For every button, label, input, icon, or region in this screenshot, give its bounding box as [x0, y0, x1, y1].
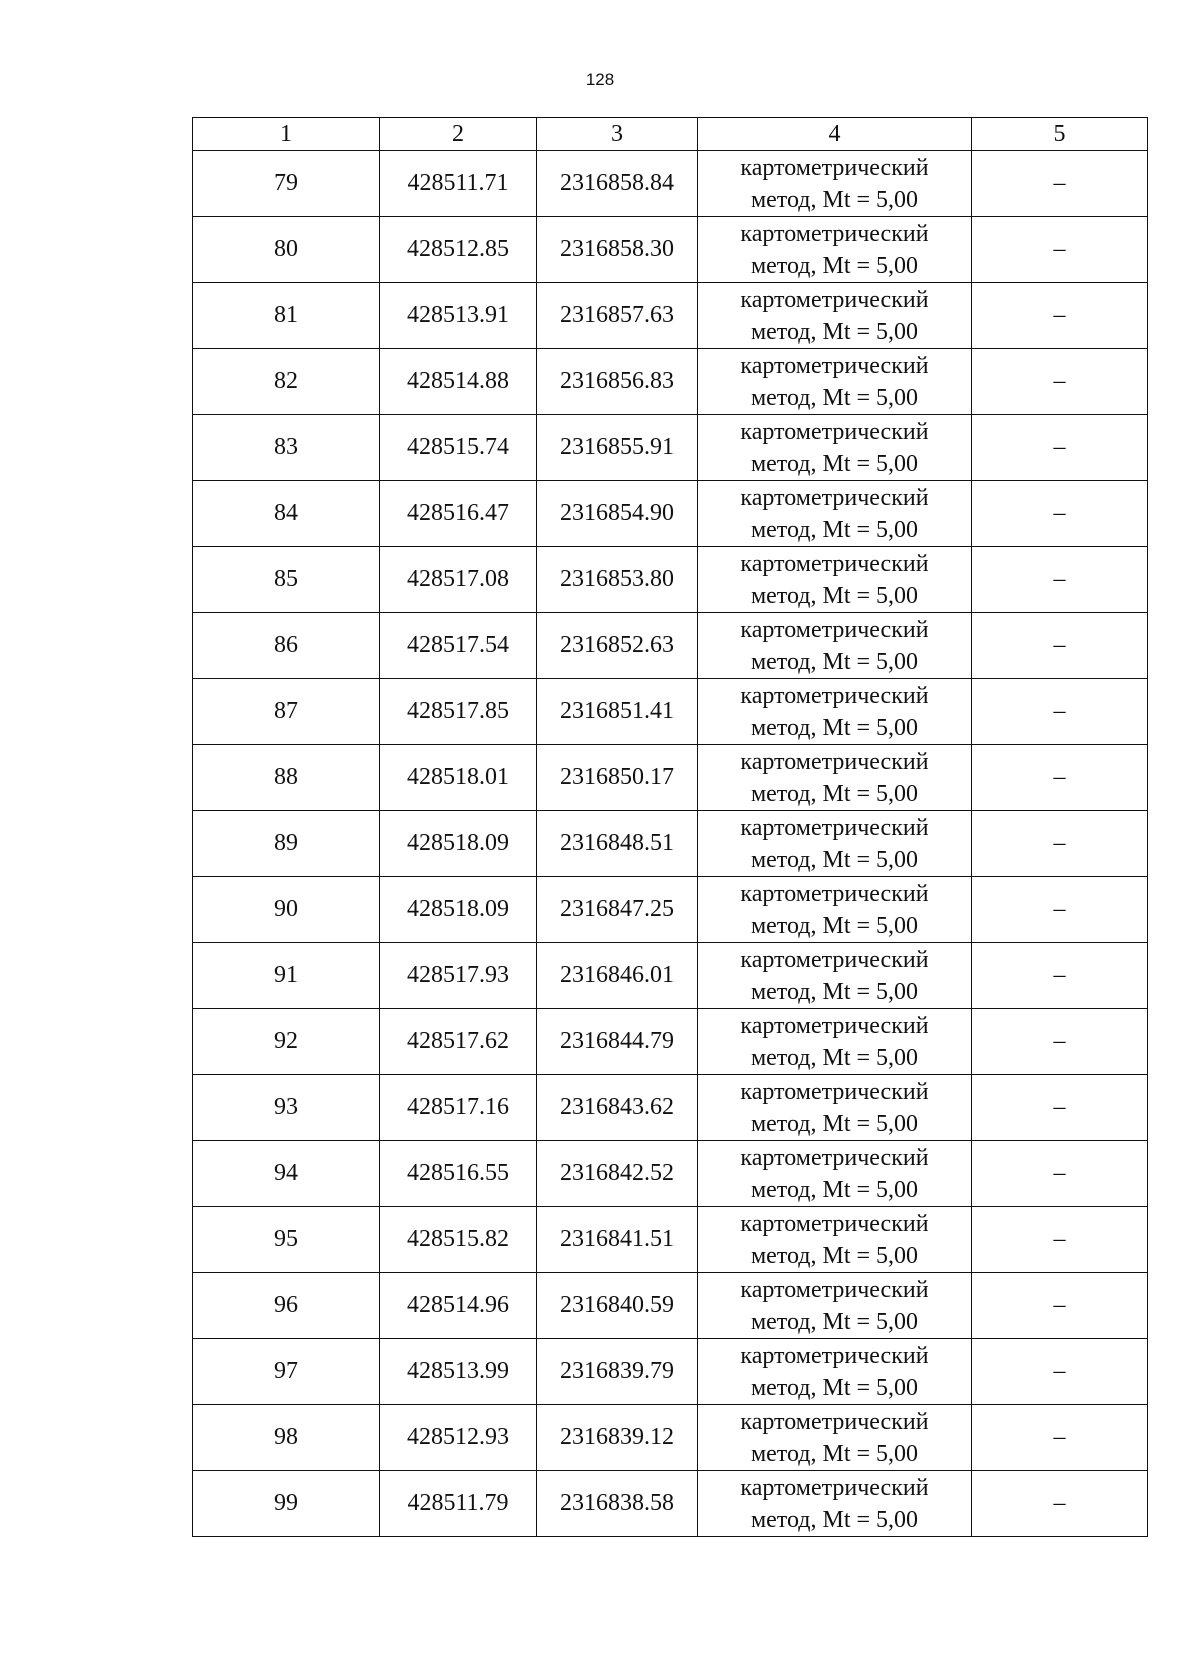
table-row: [193, 151, 1148, 217]
method-line-1: картометрический: [740, 1078, 929, 1105]
method-cell: [698, 1339, 972, 1405]
point-number-cell: 84: [193, 481, 380, 547]
y-coordinate-cell: 2316839.79: [537, 1339, 698, 1405]
table-row: [193, 415, 1148, 481]
method-line-1: картометрический: [740, 1210, 929, 1237]
method-cell: [698, 811, 972, 877]
x-coordinate-cell: 428511.71: [380, 151, 537, 217]
y-coordinate-cell: 2316844.79: [537, 1009, 698, 1075]
note-cell: –: [972, 481, 1148, 547]
table-row: [193, 283, 1148, 349]
method-line-2: метод, Mt = 5,00: [750, 318, 919, 345]
x-coordinate-cell: 428517.62: [380, 1009, 537, 1075]
x-coordinate-cell: 428514.96: [380, 1273, 537, 1339]
header-col-3: 3: [537, 118, 698, 151]
method-line-1: картометрический: [740, 1276, 929, 1303]
method-line-2: метод, Mt = 5,00: [750, 252, 919, 279]
y-coordinate-cell: 2316843.62: [537, 1075, 698, 1141]
table-row: [193, 547, 1148, 613]
method-cell: [698, 1009, 972, 1075]
table-body: [193, 151, 1148, 1537]
method-line-1: картометрический: [740, 1144, 929, 1171]
method-line-2: метод, Mt = 5,00: [750, 1308, 919, 1335]
x-coordinate-cell: 428517.08: [380, 547, 537, 613]
point-number-cell: 87: [193, 679, 380, 745]
method-line-1: картометрический: [740, 682, 929, 709]
table-row: [193, 679, 1148, 745]
method-line-1: картометрический: [740, 946, 929, 973]
x-coordinate-cell: 428518.01: [380, 745, 537, 811]
y-coordinate-cell: 2316848.51: [537, 811, 698, 877]
x-coordinate-cell: 428512.93: [380, 1405, 537, 1471]
note-cell: –: [972, 811, 1148, 877]
point-number-cell: 94: [193, 1141, 380, 1207]
x-coordinate-cell: 428515.74: [380, 415, 537, 481]
table-row: [193, 1339, 1148, 1405]
point-number-cell: 82: [193, 349, 380, 415]
method-cell: [698, 1141, 972, 1207]
y-coordinate-cell: 2316842.52: [537, 1141, 698, 1207]
method-line-2: метод, Mt = 5,00: [750, 780, 919, 807]
method-line-2: метод, Mt = 5,00: [750, 516, 919, 543]
method-line-2: метод, Mt = 5,00: [750, 1506, 919, 1533]
method-cell: [698, 283, 972, 349]
method-line-1: картометрический: [740, 550, 929, 577]
method-cell: [698, 415, 972, 481]
note-cell: –: [972, 415, 1148, 481]
method-line-1: картометрический: [740, 286, 929, 313]
header-row: [193, 118, 1148, 151]
method-cell: [698, 679, 972, 745]
note-cell: –: [972, 877, 1148, 943]
note-cell: –: [972, 613, 1148, 679]
method-line-1: картометрический: [740, 418, 929, 445]
method-line-1: картометрический: [740, 484, 929, 511]
method-line-1: картометрический: [740, 880, 929, 907]
y-coordinate-cell: 2316838.58: [537, 1471, 698, 1537]
y-coordinate-cell: 2316858.30: [537, 217, 698, 283]
note-cell: –: [972, 1009, 1148, 1075]
method-cell: [698, 151, 972, 217]
table-row: [193, 877, 1148, 943]
point-number-cell: 95: [193, 1207, 380, 1273]
x-coordinate-cell: 428517.16: [380, 1075, 537, 1141]
y-coordinate-cell: 2316857.63: [537, 283, 698, 349]
x-coordinate-cell: 428517.93: [380, 943, 537, 1009]
x-coordinate-cell: 428515.82: [380, 1207, 537, 1273]
method-line-2: метод, Mt = 5,00: [750, 648, 919, 675]
method-cell: [698, 745, 972, 811]
method-line-1: картометрический: [740, 1342, 929, 1369]
table-row: [193, 745, 1148, 811]
point-number-cell: 79: [193, 151, 380, 217]
method-line-2: метод, Mt = 5,00: [750, 846, 919, 873]
note-cell: –: [972, 1273, 1148, 1339]
note-cell: –: [972, 283, 1148, 349]
note-cell: –: [972, 547, 1148, 613]
table-row: [193, 1141, 1148, 1207]
x-coordinate-cell: 428516.55: [380, 1141, 537, 1207]
table-row: [193, 943, 1148, 1009]
header-col-4: 4: [698, 118, 972, 151]
note-cell: –: [972, 1405, 1148, 1471]
table-header: [193, 118, 1148, 151]
table-row: [193, 1207, 1148, 1273]
y-coordinate-cell: 2316852.63: [537, 613, 698, 679]
method-line-2: метод, Mt = 5,00: [750, 186, 919, 213]
note-cell: –: [972, 349, 1148, 415]
point-number-cell: 83: [193, 415, 380, 481]
y-coordinate-cell: 2316847.25: [537, 877, 698, 943]
y-coordinate-cell: 2316850.17: [537, 745, 698, 811]
table-row: [193, 1009, 1148, 1075]
x-coordinate-cell: 428511.79: [380, 1471, 537, 1537]
method-line-2: метод, Mt = 5,00: [750, 450, 919, 477]
note-cell: –: [972, 217, 1148, 283]
note-cell: –: [972, 1471, 1148, 1537]
y-coordinate-cell: 2316858.84: [537, 151, 698, 217]
method-cell: [698, 349, 972, 415]
method-line-2: метод, Mt = 5,00: [750, 1242, 919, 1269]
header-col-5: 5: [972, 118, 1148, 151]
method-line-1: картометрический: [740, 1408, 929, 1435]
point-number-cell: 97: [193, 1339, 380, 1405]
method-line-1: картометрический: [740, 616, 929, 643]
method-line-2: метод, Mt = 5,00: [750, 1176, 919, 1203]
point-number-cell: 81: [193, 283, 380, 349]
y-coordinate-cell: 2316856.83: [537, 349, 698, 415]
method-cell: [698, 943, 972, 1009]
point-number-cell: 96: [193, 1273, 380, 1339]
method-line-2: метод, Mt = 5,00: [750, 978, 919, 1005]
method-line-2: метод, Mt = 5,00: [750, 912, 919, 939]
page-number: 128: [585, 70, 615, 89]
method-cell: [698, 877, 972, 943]
y-coordinate-cell: 2316839.12: [537, 1405, 698, 1471]
method-line-1: картометрический: [740, 748, 929, 775]
point-number-cell: 89: [193, 811, 380, 877]
table-row: [193, 1405, 1148, 1471]
note-cell: –: [972, 1075, 1148, 1141]
table-row: [193, 1273, 1148, 1339]
point-number-cell: 98: [193, 1405, 380, 1471]
y-coordinate-cell: 2316851.41: [537, 679, 698, 745]
method-line-1: картометрический: [740, 1474, 929, 1501]
point-number-cell: 88: [193, 745, 380, 811]
note-cell: –: [972, 745, 1148, 811]
x-coordinate-cell: 428514.88: [380, 349, 537, 415]
method-line-1: картометрический: [740, 154, 929, 181]
method-cell: [698, 1405, 972, 1471]
x-coordinate-cell: 428513.91: [380, 283, 537, 349]
y-coordinate-cell: 2316840.59: [537, 1273, 698, 1339]
method-line-1: картометрический: [740, 1012, 929, 1039]
method-cell: [698, 547, 972, 613]
x-coordinate-cell: 428516.47: [380, 481, 537, 547]
note-cell: –: [972, 1339, 1148, 1405]
point-number-cell: 85: [193, 547, 380, 613]
point-number-cell: 86: [193, 613, 380, 679]
table-row: [193, 217, 1148, 283]
method-cell: [698, 1471, 972, 1537]
note-cell: –: [972, 1141, 1148, 1207]
table-row: [193, 349, 1148, 415]
x-coordinate-cell: 428518.09: [380, 877, 537, 943]
table-row: [193, 613, 1148, 679]
y-coordinate-cell: 2316841.51: [537, 1207, 698, 1273]
method-cell: [698, 1075, 972, 1141]
note-cell: –: [972, 679, 1148, 745]
method-cell: [698, 1207, 972, 1273]
y-coordinate-cell: 2316855.91: [537, 415, 698, 481]
method-line-1: картометрический: [740, 352, 929, 379]
method-line-2: метод, Mt = 5,00: [750, 714, 919, 741]
method-cell: [698, 613, 972, 679]
point-number-cell: 80: [193, 217, 380, 283]
point-number-cell: 93: [193, 1075, 380, 1141]
x-coordinate-cell: 428517.85: [380, 679, 537, 745]
x-coordinate-cell: 428518.09: [380, 811, 537, 877]
method-line-2: метод, Mt = 5,00: [750, 1374, 919, 1401]
header-col-2: 2: [380, 118, 537, 151]
coordinates-table: [192, 117, 1148, 1537]
method-line-2: метод, Mt = 5,00: [750, 1440, 919, 1467]
header-col-1: 1: [193, 118, 380, 151]
method-line-2: метод, Mt = 5,00: [750, 582, 919, 609]
method-line-2: метод, Mt = 5,00: [750, 1044, 919, 1071]
note-cell: –: [972, 943, 1148, 1009]
note-cell: –: [972, 151, 1148, 217]
point-number-cell: 92: [193, 1009, 380, 1075]
method-line-1: картометрический: [740, 814, 929, 841]
method-cell: [698, 217, 972, 283]
table-row: [193, 1075, 1148, 1141]
y-coordinate-cell: 2316853.80: [537, 547, 698, 613]
table-row: [193, 811, 1148, 877]
method-cell: [698, 481, 972, 547]
x-coordinate-cell: 428512.85: [380, 217, 537, 283]
point-number-cell: 90: [193, 877, 380, 943]
method-cell: [698, 1273, 972, 1339]
point-number-cell: 91: [193, 943, 380, 1009]
note-cell: –: [972, 1207, 1148, 1273]
method-line-2: метод, Mt = 5,00: [750, 1110, 919, 1137]
y-coordinate-cell: 2316854.90: [537, 481, 698, 547]
x-coordinate-cell: 428513.99: [380, 1339, 537, 1405]
x-coordinate-cell: 428517.54: [380, 613, 537, 679]
y-coordinate-cell: 2316846.01: [537, 943, 698, 1009]
point-number-cell: 99: [193, 1471, 380, 1537]
method-line-1: картометрический: [740, 220, 929, 247]
table-row: [193, 1471, 1148, 1537]
method-line-2: метод, Mt = 5,00: [750, 384, 919, 411]
table-row: [193, 481, 1148, 547]
